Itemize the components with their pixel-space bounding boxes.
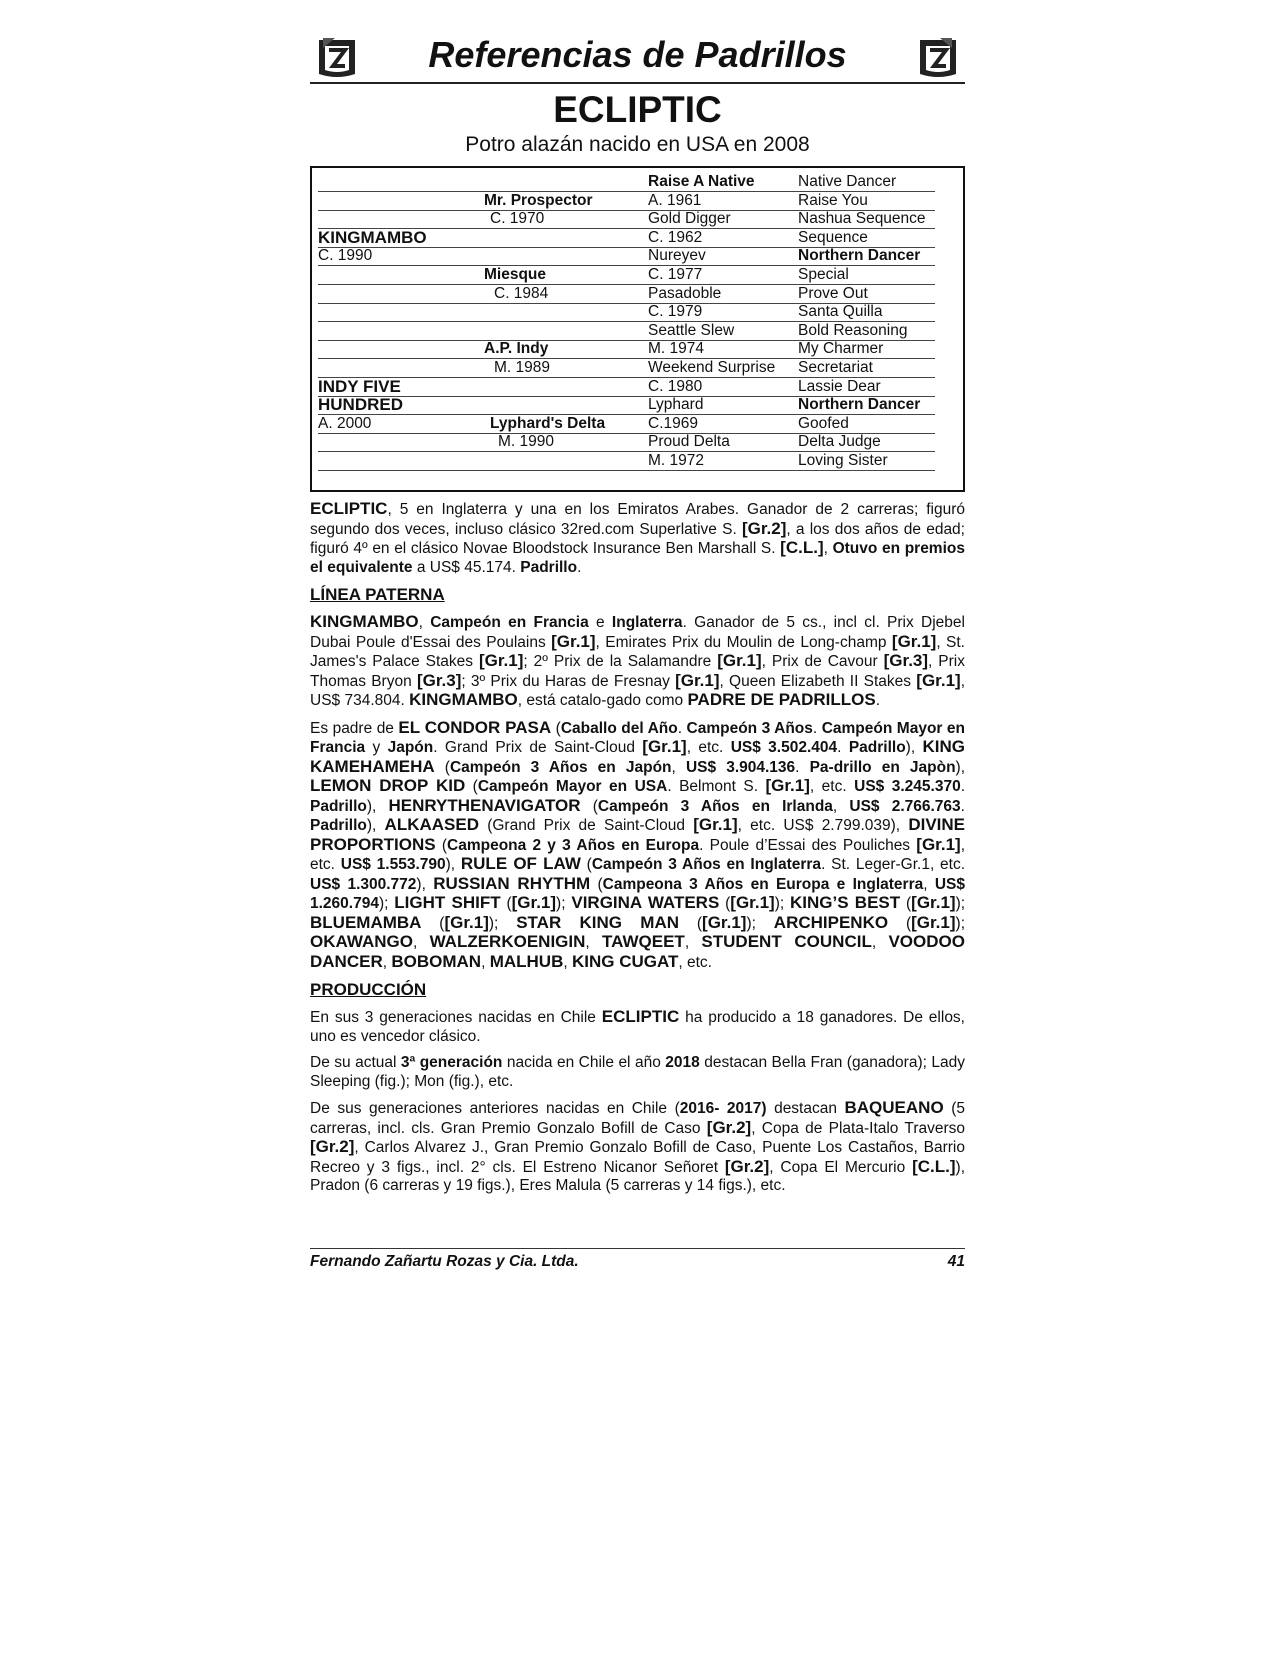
pedigree-cell: Miesque <box>484 266 547 283</box>
text-run: a US$ 45.174. <box>412 558 521 576</box>
pedigree-row <box>318 451 935 471</box>
pedigree-cell: Lyphard's Delta <box>490 414 606 432</box>
horse-name-ref: RUSSIAN RHYTHM <box>433 873 591 893</box>
text-run: ), <box>366 797 389 815</box>
text-run: ( <box>580 856 592 873</box>
text-run: Caballo del Año <box>560 719 678 737</box>
pedigree-row <box>318 284 935 304</box>
horseshoe-logo-icon <box>916 34 960 80</box>
pedigree-row <box>318 228 935 248</box>
text-run: Campeón 3 Años en Irlanda <box>597 797 833 815</box>
grade-badge: [C.L.] <box>780 538 824 557</box>
text-run: . <box>577 558 582 576</box>
pedigree-cell: Sequence <box>798 228 868 246</box>
text-run: US$ 2.766.763 <box>849 797 961 815</box>
text-run: ); <box>955 895 966 912</box>
text-run: . <box>875 692 881 709</box>
text-run: Padrillo <box>848 739 906 756</box>
pedigree-row <box>318 377 935 397</box>
text-run: ( <box>421 914 445 932</box>
pedigree-cell: A. 1961 <box>648 191 702 209</box>
paterna-paragraph-1 <box>310 613 965 711</box>
text-run: Otuvo en premios el equivalente <box>310 540 965 576</box>
pedigree-cell: C. 1980 <box>648 377 703 395</box>
text-run: ( <box>679 914 703 932</box>
horse-name-ref: BLUEMAMBA <box>310 912 422 932</box>
horse-name-ref: MALHUB <box>489 951 564 971</box>
text-run: nacida en Chile el año <box>502 1054 666 1071</box>
text-run: . Grand Prix de Saint-Cloud <box>433 739 643 756</box>
document-page <box>310 30 966 1270</box>
horse-name-ref: HENRYTHENAVIGATOR <box>388 795 581 815</box>
text-run: Inglaterra <box>611 614 683 631</box>
pedigree-cell: Lassie Dear <box>798 377 881 395</box>
pedigree-cell: Mr. Prospector <box>484 191 593 209</box>
grade-badge: [Gr.1] <box>551 631 596 651</box>
grade-badge: [Gr.1] <box>693 815 738 834</box>
text-run: . <box>795 758 810 776</box>
grade-badge: [C.L.] <box>912 1156 956 1176</box>
horse-name-ref: BAQUEANO <box>844 1098 944 1117</box>
horse-name-ref: ALKAASED <box>384 815 479 834</box>
horse-name-ref: ECLIPTIC <box>601 1007 680 1026</box>
pedigree-cell: C. 1977 <box>648 266 703 283</box>
text-run: . <box>812 719 822 737</box>
text-run: , Copa de Plata-Italo Traverso <box>751 1119 966 1137</box>
text-run: 2016- 2017) <box>679 1100 767 1117</box>
horse-name-ref: BOBOMAN <box>391 951 482 971</box>
text-run: , 5 en Inglaterra y una en los Emiratos Arabes. Ganador de 2 carreras; figuró segundo dos veces, incluso clásico 32red.com Superlative S. <box>310 501 965 538</box>
pedigree-cell: Lyphard <box>648 396 704 414</box>
text-run: De sus generaciones anteriores nacidas en Chile ( <box>310 1100 680 1117</box>
text-run: , <box>823 540 833 557</box>
text-run: Padrillo <box>310 797 367 815</box>
pedigree-cell: C. 1979 <box>648 303 703 321</box>
grade-badge: [Gr.1] <box>916 670 961 690</box>
text-run: , <box>585 934 603 951</box>
grade-badge: [Gr.1] <box>444 912 489 932</box>
pedigree-row <box>318 395 935 415</box>
grade-badge: [Gr.3] <box>416 670 462 690</box>
pedigree-cell: Native Dancer <box>798 173 897 190</box>
text-run: Campeón Mayor en Francia <box>310 719 966 756</box>
text-run: 3ª generación <box>400 1054 503 1071</box>
horse-name-ref: LEMON DROP KID <box>310 776 466 795</box>
pedigree-cell: Santa Quilla <box>798 303 883 321</box>
text-run: , Carlos Alvarez J., Gran Premio Gonzalo Bofill de Caso, Puente Los Castaños, Barrio Recreo y 3 figs., incl. 2° cls. El Estreno Nicanor Señoret <box>310 1139 965 1176</box>
text-run: . <box>960 778 966 795</box>
text-run: ( <box>551 719 561 737</box>
horse-name-ref: DIVINE PROPORTIONS <box>310 815 966 854</box>
page-footer <box>310 1248 965 1275</box>
grade-badge: [Gr.1] <box>730 893 775 912</box>
text-run: En sus 3 generaciones nacidas en Chile <box>310 1009 602 1026</box>
pedigree-cell: Nashua Sequence <box>798 210 926 228</box>
text-run: , etc. US$ 2.799.039), <box>737 817 909 834</box>
pedigree-cell: Secretariat <box>798 359 873 376</box>
pedigree-cell: C.1969 <box>648 414 698 432</box>
produccion-paragraph-3 <box>310 1099 965 1196</box>
page-header <box>310 30 965 84</box>
text-run: ( <box>500 895 512 912</box>
pedigree-cell: M. 1989 <box>494 359 551 376</box>
text-run: ); <box>556 895 572 912</box>
pedigree-cell: Goofed <box>798 414 849 432</box>
text-run: ( <box>435 836 448 854</box>
text-run: Campeón 3 Años en Inglaterra <box>591 856 822 873</box>
horse-name-ref: WALZERKOENIGIN <box>429 932 586 951</box>
pedigree-row <box>318 339 935 359</box>
grade-badge: [Gr.1] <box>916 834 961 854</box>
text-run: . <box>837 739 849 756</box>
text-run: US$ 1.260.794 <box>310 875 966 912</box>
paterna-paragraph-2 <box>310 719 965 973</box>
text-run: , <box>481 953 490 971</box>
text-run: . Poule d’Essai des Pouliches <box>699 836 917 854</box>
pedigree-cell: Special <box>798 266 849 283</box>
horse-name-ref: KING CUGAT <box>571 951 679 971</box>
pedigree-cell: A.P. Indy <box>484 340 549 358</box>
horse-name-ref: KING KAMEHAMEHA <box>310 737 965 776</box>
text-run: , <box>671 758 686 776</box>
pedigree-cell: Nureyev <box>648 247 706 265</box>
text-run: . St. Leger-Gr.1, etc. <box>821 856 966 873</box>
text-run: , <box>684 934 702 951</box>
page-number: 41 <box>947 1253 965 1270</box>
grade-badge: [Gr.2] <box>741 518 787 538</box>
text-run: US$ 1.300.772 <box>310 875 417 893</box>
pedigree-row <box>318 321 935 341</box>
horse-name-ref: KINGMAMBO <box>310 612 419 631</box>
horse-name-ref: EL CONDOR PASA <box>398 717 552 737</box>
pedigree-cell: KINGMAMBO <box>318 227 427 247</box>
text-run: ( <box>888 914 912 932</box>
grade-badge: [Gr.3] <box>883 651 929 670</box>
text-run: ( <box>465 778 478 795</box>
text-run: Padrillo <box>520 558 578 576</box>
horse-name-ref: KINGMAMBO <box>409 690 518 709</box>
text-run: US$ 3.502.404 <box>730 739 838 756</box>
text-run: ), <box>445 856 461 873</box>
pedigree-cell: Northern Dancer <box>798 247 921 265</box>
pedigree-cell: Pasadoble <box>648 284 722 302</box>
pedigree-cell: INDY FIVE <box>318 376 401 396</box>
text-run: ), <box>955 758 966 776</box>
header-title: Referencias de Padrillos <box>428 34 847 75</box>
text-run: , etc. <box>310 836 965 873</box>
pedigree-cell: Raise You <box>798 191 868 209</box>
horse-name-ref: PADRE DE PADRILLOS <box>687 690 876 709</box>
pedigree-cell: C. 1970 <box>490 210 545 228</box>
grade-badge: [Gr.1] <box>511 893 557 912</box>
text-run: destacan <box>766 1100 845 1117</box>
horse-name-ref: RULE OF LAW <box>460 854 581 873</box>
pedigree-row <box>318 172 935 192</box>
text-run: Campeón 3 Años <box>686 719 813 737</box>
produccion-paragraph-2 <box>310 1054 965 1091</box>
text-run: ); <box>488 914 517 932</box>
pedigree-cell: M. 1974 <box>648 340 705 358</box>
text-run: . <box>677 719 687 737</box>
text-run: Campeón en Francia <box>430 614 589 631</box>
pedigree-cell: Seattle Slew <box>648 321 735 339</box>
text-run: ; 3º Prix du Haras de Fresnay <box>461 672 676 690</box>
section-heading-paterna: LÍNEA PATERNA <box>310 585 445 604</box>
horse-name-ref: ARCHIPENKO <box>773 912 889 932</box>
horse-name-ref: STAR KING MAN <box>516 912 680 932</box>
text-run: , está catalo-gado como <box>517 692 688 709</box>
text-run: , Emirates Prix du Moulin de Long-champ <box>595 633 892 651</box>
text-run: ), <box>905 739 923 756</box>
pedigree-cell: Loving Sister <box>798 452 888 469</box>
pedigree-cell: HUNDRED <box>318 395 403 415</box>
text-run: Campeona 2 y 3 Años en Europa <box>447 836 700 854</box>
horse-name-ref: LIGHT SHIFT <box>394 893 501 912</box>
text-run: , <box>923 875 935 893</box>
text-run: , Prix de Cavour <box>761 653 884 670</box>
grade-badge: [Gr.1] <box>765 776 810 795</box>
text-run: ); <box>774 895 790 912</box>
text-run: US$ 1.553.790 <box>340 856 446 873</box>
produccion-paragraph-1 <box>310 1008 965 1046</box>
pedigree-row <box>318 265 935 285</box>
horse-name-ref: TAWQEET <box>602 932 685 951</box>
pedigree-cell: Prove Out <box>798 284 868 302</box>
pedigree-cell: M. 1972 <box>648 452 705 469</box>
horse-name-ref: KING’S BEST <box>790 893 901 912</box>
pedigree-cell: Delta Judge <box>798 433 881 451</box>
grade-badge: [Gr.1] <box>911 912 956 932</box>
text-run: , <box>871 934 889 951</box>
text-run: ( <box>590 875 603 893</box>
horse-name: ECLIPTIC <box>553 89 722 130</box>
text-run: ( <box>719 895 731 912</box>
horse-name-ref: STUDENT COUNCIL <box>701 932 872 951</box>
text-run: . <box>960 797 965 815</box>
text-body <box>310 500 965 1196</box>
pedigree-cell: M. 1990 <box>498 433 555 451</box>
text-run: , <box>563 953 572 971</box>
text-run: ); <box>955 914 965 932</box>
text-run: , <box>412 934 430 951</box>
pedigree-row <box>318 358 935 378</box>
text-run: . Belmont S. <box>667 778 766 795</box>
grade-badge: [Gr.1] <box>891 631 937 651</box>
text-run: destacan Bella Fran (ganadora); Lady Sleeping (fig.); Mon (fig.), etc. <box>310 1054 965 1090</box>
pedigree-table <box>310 166 965 492</box>
text-run: (5 carreras, incl. cls. Gran Premio Gonzalo Bofill de Caso <box>310 1100 965 1137</box>
grade-badge: [Gr.1] <box>675 670 720 690</box>
text-run: (Grand Prix de Saint-Cloud <box>479 817 694 834</box>
pedigree-cell: Gold Digger <box>648 210 731 228</box>
pedigree-cell: C. 1984 <box>494 284 549 302</box>
text-run: Campeona 3 Años en Europa e Inglaterra <box>602 875 924 893</box>
text-run: ), Pradon (6 carreras y 19 figs.), Eres Malula (5 carreras y 14 figs.), etc. <box>310 1158 965 1194</box>
text-run: ( <box>900 895 912 912</box>
pedigree-cell: Bold Reasoning <box>798 321 908 339</box>
horse-name-ref: VIRGINA WATERS <box>571 893 720 912</box>
text-run: US$ 3.245.370 <box>854 778 961 795</box>
grade-badge: [Gr.2] <box>310 1137 355 1156</box>
intro-paragraph <box>310 500 965 577</box>
text-run: , <box>832 797 850 815</box>
text-run: Campeón 3 Años en Japón <box>449 758 672 776</box>
grade-badge: [Gr.1] <box>911 893 956 912</box>
pedigree-cell: C. 1990 <box>318 247 373 265</box>
pedigree-cell: Weekend Surprise <box>648 359 776 376</box>
text-run: Pa-drillo en Japòn <box>809 758 956 776</box>
text-run: ( <box>580 797 598 815</box>
section-heading-produccion: PRODUCCIÓN <box>310 980 427 999</box>
text-run: ); <box>378 895 395 912</box>
grade-badge: [Gr.2] <box>724 1156 770 1176</box>
text-run: ; 2º Prix de la Salamandre <box>523 653 718 670</box>
horse-name-ref: ECLIPTIC <box>310 499 388 518</box>
horse-subtitle: Potro alazán nacido en USA en 2008 <box>465 133 810 156</box>
text-run: e <box>588 614 612 631</box>
grade-badge: [Gr.2] <box>706 1117 752 1137</box>
pedigree-cell: Northern Dancer <box>798 396 921 414</box>
text-run: , US$ 734.804. <box>310 672 965 709</box>
grade-badge: [Gr.1] <box>478 651 524 670</box>
text-run: , etc. <box>686 739 731 756</box>
text-run: Campeón Mayor en USA <box>477 778 668 795</box>
text-run: , <box>382 953 392 971</box>
grade-badge: [Gr.1] <box>642 737 687 756</box>
text-run: , Queen Elizabeth II Stakes <box>719 672 917 690</box>
horse-name-ref: OKAWANGO <box>310 932 413 951</box>
text-run: , a los dos años de edad; figuró 4º en el clásico Novae Bloodstock Insurance Ben Marshall S. <box>310 520 965 557</box>
pedigree-row <box>318 246 935 266</box>
text-run: , <box>418 614 431 631</box>
text-run: US$ 3.904.136 <box>685 758 796 776</box>
text-run: , etc. <box>678 953 712 971</box>
text-run: De su actual <box>310 1054 401 1071</box>
text-run: ha producido a 18 ganadores. De ellos, uno es vencedor clásico. <box>310 1009 965 1045</box>
horse-name-ref: VOODOO DANCER <box>310 932 965 971</box>
text-run: ), <box>416 875 434 893</box>
pedigree-row <box>318 432 935 452</box>
pedigree-row <box>318 302 935 322</box>
pedigree-row <box>318 209 935 229</box>
grade-badge: [Gr.1] <box>702 912 747 932</box>
text-run: Padrillo <box>310 817 367 834</box>
text-run: ( <box>434 758 450 776</box>
grade-badge: [Gr.1] <box>717 651 762 670</box>
pedigree-row <box>318 191 935 211</box>
pedigree-cell: C. 1962 <box>648 228 703 246</box>
pedigree-cell: Proud Delta <box>648 433 730 451</box>
pedigree-cell: A. 2000 <box>318 414 372 432</box>
text-run: y <box>365 739 388 756</box>
text-run: Es padre de <box>310 719 399 737</box>
text-run: , Prix Thomas Bryon <box>310 653 965 690</box>
pedigree-cell: Raise A Native <box>648 173 755 190</box>
text-run: . Ganador de 5 cs., incl cl. Prix Djebel Dubai Poule d'Essai des Poulains <box>310 614 965 651</box>
footer-company: Fernando Zañartu Rozas y Cia. Ltda. <box>310 1253 579 1270</box>
text-run: ); <box>746 914 774 932</box>
text-run: , etc. <box>809 778 855 795</box>
text-run: ), <box>366 817 385 834</box>
text-run: , Copa El Mercurio <box>769 1158 913 1176</box>
pedigree-cell: My Charmer <box>798 340 884 358</box>
text-run: Japón <box>387 739 434 756</box>
text-run: , St. James's Palace Stakes <box>310 633 965 670</box>
text-run: 2018 <box>665 1054 700 1071</box>
pedigree-row <box>318 414 935 434</box>
